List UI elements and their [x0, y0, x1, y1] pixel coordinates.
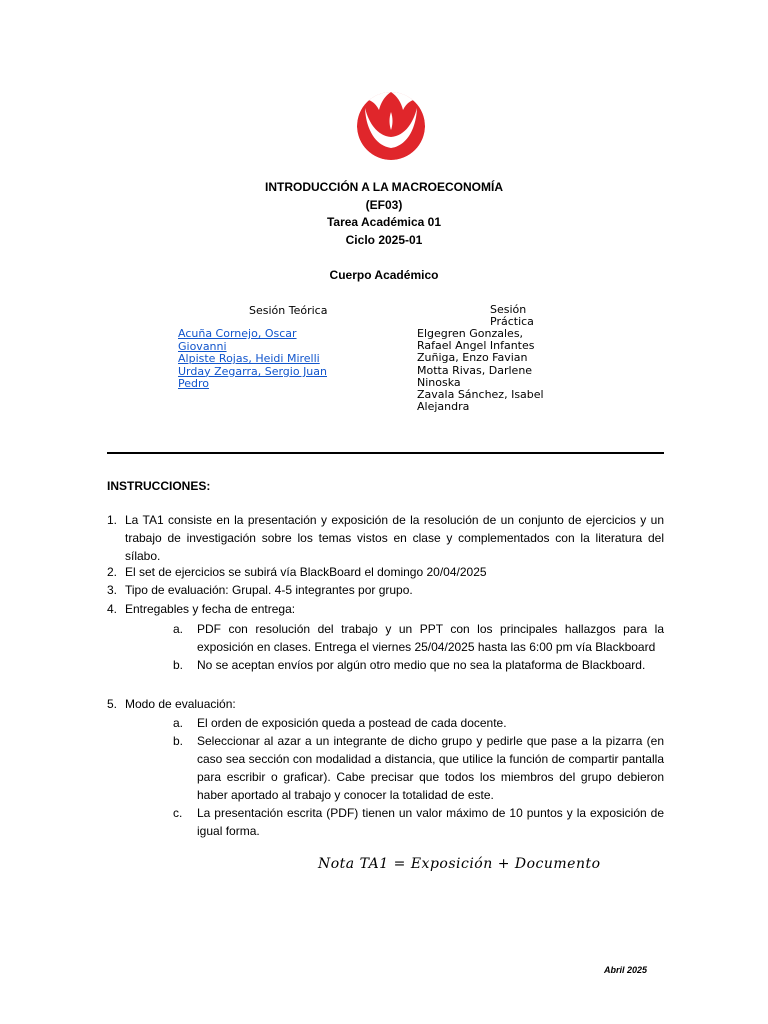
- professor-name: Motta Rivas, Darlene: [417, 363, 533, 377]
- professor-name: Elgegren Gonzales,: [417, 327, 524, 340]
- professor-name: Zavala Sánchez, Isabel: [417, 388, 544, 402]
- instruction-item: [107, 600, 664, 618]
- item-number: 4.: [107, 602, 118, 616]
- sub-text: La presentación escrita (PDF) tienen un valor máximo de 10 puntos y la exposición de igual forma.: [197, 806, 664, 838]
- instruction-item: [107, 511, 664, 565]
- professor-link[interactable]: Giovanni: [178, 339, 227, 353]
- sesion-practica-label-line1: Sesión: [490, 303, 527, 316]
- item-number: 2.: [107, 565, 118, 579]
- sub-letter: a.: [173, 716, 184, 730]
- item-number: 1.: [107, 513, 118, 527]
- item-number: 3.: [107, 583, 118, 597]
- sesion-teorica-label: Sesión Teórica: [249, 304, 328, 317]
- sub-item: [173, 714, 664, 732]
- sub-item: [173, 620, 664, 656]
- horizontal-divider: [107, 452, 664, 454]
- cuerpo-academico-title: Cuerpo Académico: [329, 268, 439, 282]
- item-text: Tipo de evaluación: Grupal. 4-5 integrantes por grupo.: [125, 583, 413, 597]
- sub-letter: b.: [173, 734, 184, 748]
- upc-flame-logo: [356, 90, 426, 162]
- footer-date: Abril 2025: [604, 965, 648, 975]
- professor-link[interactable]: Urday Zegarra, Sergio Juan: [178, 364, 327, 378]
- grade-formula: Nota TA1 = Exposición + Documento: [318, 856, 601, 872]
- sub-letter: c.: [173, 806, 183, 820]
- sub-item: [173, 804, 664, 840]
- sub-letter: b.: [173, 658, 184, 672]
- professor-link[interactable]: Pedro: [178, 377, 210, 391]
- professor-link[interactable]: Alpiste Rojas, Heidi Mirelli: [178, 352, 320, 366]
- item-text: La TA1 consiste en la presentación y exposición de la resolución de un conjunto de ejercicios y un trabajo de investigación sobre los temas vistos en clase y complementados con la literatura del sílabo.: [125, 513, 664, 563]
- sub-text: El orden de exposición queda a postead de cada docente.: [197, 716, 507, 730]
- cycle: Ciclo 2025-01: [345, 232, 423, 247]
- instruction-item: [107, 695, 664, 713]
- item-text: El set de ejercicios se subirá vía BlackBoard el domingo 20/04/2025: [125, 565, 487, 579]
- item-number: 5.: [107, 697, 118, 711]
- sub-text: No se aceptan envíos por algún otro medio que no sea la plataforma de Blackboard.: [197, 658, 646, 672]
- sub-letter: a.: [173, 622, 184, 636]
- teorica-professor-list: [178, 328, 368, 391]
- sesion-practica-label: [490, 304, 534, 328]
- document-header: [0, 179, 768, 249]
- assignment-title: Tarea Académica 01: [326, 215, 442, 229]
- course-title: INTRODUCCIÓN A LA MACROECONOMÍA: [265, 180, 503, 194]
- professor-link[interactable]: Acuña Cornejo, Oscar: [178, 327, 297, 340]
- sub-item: [173, 656, 664, 674]
- professor-name: Rafael Angel Infantes: [417, 339, 535, 353]
- item-text: Modo de evaluación:: [125, 697, 236, 711]
- instrucciones-heading: INSTRUCCIONES:: [107, 479, 211, 493]
- instruction-item: [107, 581, 664, 599]
- item-text: Entregables y fecha de entrega:: [125, 602, 296, 616]
- professor-name: Zuñiga, Enzo Favian: [417, 351, 528, 365]
- instruction-item: [107, 563, 664, 581]
- sub-item: [173, 732, 664, 804]
- course-code: (EF03): [365, 197, 403, 212]
- practica-professor-list: [417, 328, 577, 413]
- professor-name: Ninoska: [417, 375, 461, 389]
- sesion-practica-label-line2: Práctica: [490, 315, 534, 328]
- sub-text: Seleccionar al azar a un integrante de dicho grupo y pedirle que pase a la pizarra (en caso sea sección con modalidad a distancia, que utilice la función de compartir pantalla para escribir o graficar). Cabe precisar que todos los miembros del grupo debieron haber aportado al trabajo y conocer la totalidad de este.: [197, 734, 664, 802]
- sub-text: PDF con resolución del trabajo y un PPT con los principales hallazgos para la exposición en clases. Entrega el viernes 25/04/2025 hasta las 6:00 pm vía Blackboard: [197, 622, 664, 654]
- professor-name: Alejandra: [417, 400, 470, 414]
